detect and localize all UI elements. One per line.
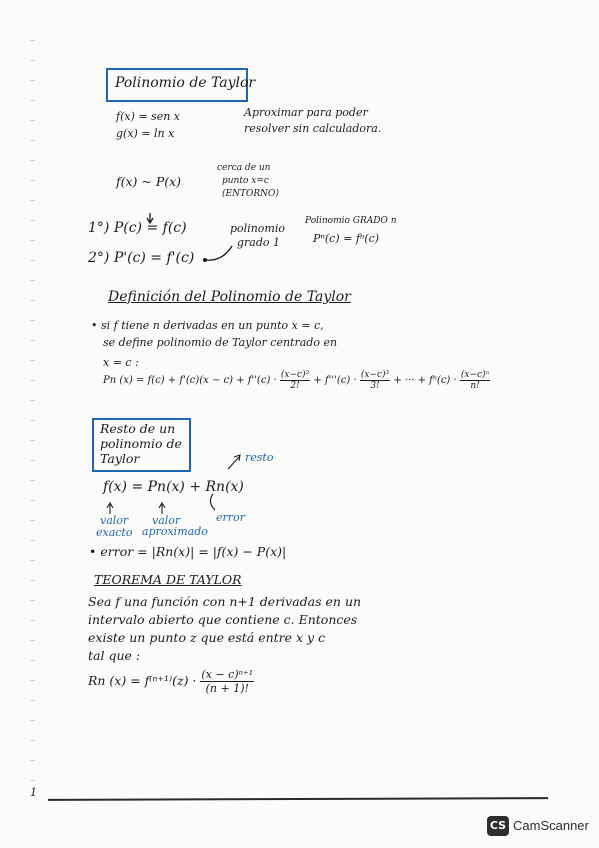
error-equation: • error = |Rn(x)| = |f(x) − P(x)|: [89, 544, 287, 559]
fraction-n: $\frac{\text{(x−c)ⁿ}}{n!}$: [460, 370, 490, 391]
polinomio-label-2: grado 1: [237, 236, 281, 249]
definition-heading: Definición del Polinomio de Taylor: [108, 289, 351, 305]
valor-aprox-1: valor: [152, 514, 181, 527]
theorem-line-3: existe un punto z que está entre x y c: [88, 630, 326, 645]
page-number: 1: [30, 786, 37, 799]
theorem-line-1: Sea f una función con n+1 derivadas en un: [88, 594, 362, 609]
page-title: Polinomio de Taylor: [115, 75, 256, 91]
note-line-2: resolver sin calculadora.: [244, 122, 382, 135]
condition-1: 1°) P(c) = f(c): [88, 220, 187, 236]
grado-n-label: Polinomio GRADO n: [305, 216, 397, 226]
resto-box-line-2: polinomio de: [100, 436, 182, 451]
definition-line-2: se define polinomio de Taylor centrado en: [103, 336, 338, 349]
camscanner-watermark: CamScanner: [513, 818, 589, 833]
function-f: f(x) = sen x: [116, 110, 181, 123]
cerca-line-2: punto x=c: [222, 176, 269, 186]
theorem-heading: TEOREMA DE TAYLOR: [94, 572, 242, 587]
resto-box-line-3: Taylor: [100, 451, 140, 466]
approx-statement: f(x) ~ P(x): [116, 174, 182, 189]
definition-line-3: x = c :: [103, 356, 139, 369]
definition-line-1: • si f tiene n derivadas en un punto x = c,: [91, 319, 324, 332]
function-g: g(x) = ln x: [116, 127, 175, 140]
resto-equation: f(x) = Pn(x) + Rn(x): [103, 479, 244, 495]
fraction-2: $\frac{\text{(x−c)²}}{2!}$: [280, 370, 310, 391]
remainder-fraction: $\frac{\text{(x − c)ⁿ⁺¹}}{(n + 1)!}$: [201, 668, 254, 695]
camscanner-logo: CS: [487, 816, 509, 836]
resto-label: resto: [245, 451, 274, 464]
error-label: error: [216, 511, 245, 524]
theorem-line-4: tal que :: [88, 648, 141, 663]
remainder-formula-start: Rn (x) = f⁽ⁿ⁺¹⁾(z) ·: [88, 673, 197, 688]
taylor-formula-start: Pn (x) = f(c) + f'(c)(x − c) + f''(c) ·: [103, 375, 277, 386]
remainder-formula: [88, 668, 254, 695]
condition-2: 2°) P'(c) = f'(c): [88, 250, 195, 266]
polinomio-label-1: polinomio: [230, 222, 285, 235]
taylor-formula-mid4: + ··· + fⁿ(c) ·: [393, 375, 457, 386]
grado-n-equation: Pⁿ(c) = fⁿ(c): [313, 232, 380, 245]
valor-aprox-2: aproximado: [142, 525, 208, 538]
valor-exacto-1: valor: [100, 514, 129, 527]
theorem-line-2: intervalo abierto que contiene c. Entonces: [88, 612, 358, 627]
note-line-1: Aproximar para poder: [244, 106, 368, 119]
taylor-formula: [103, 370, 490, 391]
cerca-line-3: (ENTORNO): [222, 189, 279, 199]
valor-exacto-2: exacto: [96, 526, 133, 539]
cerca-line-1: cerca de un: [217, 163, 271, 173]
fraction-3: $\frac{\text{(x−c)³}}{3!}$: [360, 370, 390, 391]
taylor-formula-mid3: + f'''(c) ·: [313, 375, 357, 386]
resto-box-line-1: Resto de un: [100, 421, 176, 436]
